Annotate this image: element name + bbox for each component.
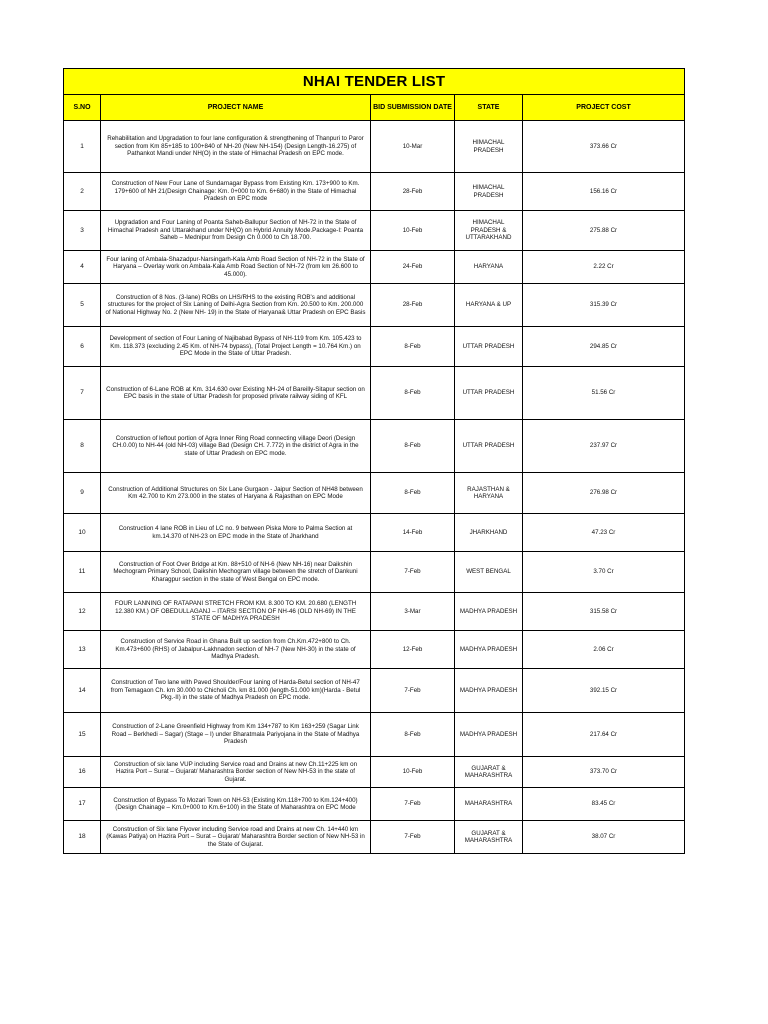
cell-bid-date: 7-Feb <box>371 821 455 854</box>
cell-project-cost: 2.22 Cr <box>523 251 685 284</box>
table-row <box>64 473 685 514</box>
header-sno: S.NO <box>64 95 101 121</box>
cell-bid-date: 14-Feb <box>371 514 455 552</box>
cell-project-name: Construction of 6-Lane ROB at Km. 314.630 over Existing NH-24 of Bareilly-Sitapur section on EPC basis in the state of Uttar Pradesh for proposed private railway siding of KFL <box>101 367 371 420</box>
cell-sno: 2 <box>64 173 101 211</box>
cell-state: HARYANA <box>455 251 523 284</box>
cell-project-name: Construction of 8 Nos. (3-lane) ROBs on LHS/RHS to the existing ROB's and additional structures for the project of Six Laning of Delhi-Agra Section from Km. 20.500 to Km. 200.000 of National Highway No. 2 (New NH- 19) in the State of Haryana& Uttar Pradesh on EPC Basis <box>101 284 371 327</box>
cell-state: JHARKHAND <box>455 514 523 552</box>
cell-sno: 12 <box>64 593 101 631</box>
cell-project-cost: 373.70 Cr <box>523 757 685 788</box>
cell-project-name: Rehabilitation and Upgradation to four lane configuration & strengthening of Thanpuri to Paror section from Km 85+185 to 100+840 of NH-20 (New NH-154) (Design Length-16.275) of Pathankot Mandi under NH(O) in the state of Himachal Pradesh on EPC mode. <box>101 121 371 173</box>
cell-project-name: Construction of Bypass To Mozari Town on NH-53 (Existing Km.118+700 to Km.124+400) (Design Chainage – Km.0+000 to Km.6+100) in the State of Maharashtra on EPC Mode <box>101 788 371 821</box>
cell-sno: 18 <box>64 821 101 854</box>
tender-sheet <box>63 68 684 854</box>
cell-state: HARYANA & UP <box>455 284 523 327</box>
table-title: NHAI TENDER LIST <box>64 69 685 95</box>
cell-bid-date: 8-Feb <box>371 473 455 514</box>
table-row <box>64 631 685 669</box>
header-state: STATE <box>455 95 523 121</box>
cell-bid-date: 24-Feb <box>371 251 455 284</box>
cell-project-cost: 315.39 Cr <box>523 284 685 327</box>
cell-sno: 14 <box>64 669 101 713</box>
cell-state: WEST BENGAL <box>455 552 523 593</box>
cell-project-name: Construction of six lane VUP including Service road and Drains at new Ch.11+225 km on Hazira Port – Surat – Gujarat/ Maharashtra Border section of New NH-53 in the state of Gujarat. <box>101 757 371 788</box>
cell-state: HIMACHAL PRADESH <box>455 173 523 211</box>
table-row <box>64 327 685 367</box>
cell-project-cost: 276.98 Cr <box>523 473 685 514</box>
cell-project-name: Construction of leftout portion of Agra Inner Ring Road connecting village Deori (Design CH.0.00) to NH-44 (old NH-03) village Bad (Design CH. 7.772) in the district of Agra in the state of Uttar Pradesh on EPC mode. <box>101 420 371 473</box>
table-body <box>64 121 685 854</box>
table-row <box>64 669 685 713</box>
cell-sno: 8 <box>64 420 101 473</box>
cell-sno: 15 <box>64 713 101 757</box>
cell-state: RAJASTHAN & HARYANA <box>455 473 523 514</box>
cell-project-cost: 51.56 Cr <box>523 367 685 420</box>
table-row <box>64 552 685 593</box>
cell-project-cost: 83.45 Cr <box>523 788 685 821</box>
cell-sno: 10 <box>64 514 101 552</box>
cell-sno: 1 <box>64 121 101 173</box>
cell-project-cost: 2.06 Cr <box>523 631 685 669</box>
cell-project-cost: 38.07 Cr <box>523 821 685 854</box>
cell-bid-date: 8-Feb <box>371 367 455 420</box>
table-row <box>64 821 685 854</box>
table-row <box>64 713 685 757</box>
cell-bid-date: 28-Feb <box>371 284 455 327</box>
cell-bid-date: 10-Feb <box>371 211 455 251</box>
cell-bid-date: 7-Feb <box>371 552 455 593</box>
cell-sno: 9 <box>64 473 101 514</box>
table-row <box>64 284 685 327</box>
table-row <box>64 367 685 420</box>
cell-sno: 5 <box>64 284 101 327</box>
cell-project-name: Upgradation and Four Laning of Poanta Saheb-Ballupur Section of NH-72 in the State of Himachal Pradesh and Uttarakhand under NH(O) on Hybrid Annuity Mode.Package-I: Poanta Saheb – Mednipur from Design Ch 0.000 to Ch 18.700. <box>101 211 371 251</box>
cell-project-name: Construction of New Four Lane of Sundarnagar Bypass from Existing Km. 173+900 to Km. 179+600 of NH 21(Design Chainage: Km. 0+000 to Km. 6+680) in the State of Himachal Pradesh on EPC mode <box>101 173 371 211</box>
cell-project-cost: 392.15 Cr <box>523 669 685 713</box>
cell-state: HIMACHAL PRADESH & UTTARAKHAND <box>455 211 523 251</box>
cell-project-name: FOUR LANNING OF RATAPANI STRETCH FROM KM. 8.300 TO KM. 20.680 (LENGTH 12.380 KM.) OF OBEDULLAGANJ – ITARSI SECTION OF NH-46 (OLD NH-69) IN THE STATE OF MADHYA PRADESH <box>101 593 371 631</box>
cell-state: UTTAR PRADESH <box>455 327 523 367</box>
cell-sno: 6 <box>64 327 101 367</box>
cell-bid-date: 12-Feb <box>371 631 455 669</box>
cell-project-cost: 373.66 Cr <box>523 121 685 173</box>
table-row <box>64 121 685 173</box>
header-bid-date: BID SUBMISSION DATE <box>371 95 455 121</box>
cell-project-name: Development of section of Four Laning of Najibabad Bypass of NH-119 from Km. 105.423 to Km. 118.373 (excluding 2.45 Km. of NH-74 bypass), (Total Project Length = 10.764 Km.) on EPC Mode in the State of Uttar Pradesh. <box>101 327 371 367</box>
cell-project-cost: 156.16 Cr <box>523 173 685 211</box>
cell-sno: 3 <box>64 211 101 251</box>
cell-bid-date: 7-Feb <box>371 669 455 713</box>
cell-project-name: Four laning of Ambala-Shazadpur-Narsingarh-Kala Amb Road Section of NH-72 in the State of Haryana – Overlay work on Ambala-Kala Amb Road Section of NH-72 (from km 26.600 to 45.000). <box>101 251 371 284</box>
table-row <box>64 593 685 631</box>
table-row <box>64 251 685 284</box>
cell-bid-date: 8-Feb <box>371 420 455 473</box>
header-project-name: PROJECT NAME <box>101 95 371 121</box>
cell-project-cost: 294.85 Cr <box>523 327 685 367</box>
table-row <box>64 757 685 788</box>
cell-project-cost: 275.88 Cr <box>523 211 685 251</box>
cell-state: MADHYA PRADESH <box>455 631 523 669</box>
cell-bid-date: 28-Feb <box>371 173 455 211</box>
cell-bid-date: 10-Feb <box>371 757 455 788</box>
table-row <box>64 173 685 211</box>
cell-project-name: Construction of Foot Over Bridge at Km. 88+510 of NH-6 (New NH-16) near Daikshin Mechogram Primary School, Daikshin Mechogram village between the stretch of Dankuni Kharagpur section in the state of West Bengal on EPC mode. <box>101 552 371 593</box>
cell-state: GUJARAT & MAHARASHTRA <box>455 821 523 854</box>
cell-state: HIMACHAL PRADESH <box>455 121 523 173</box>
table-row <box>64 788 685 821</box>
table-row <box>64 420 685 473</box>
cell-state: UTTAR PRADESH <box>455 367 523 420</box>
cell-project-cost: 47.23 Cr <box>523 514 685 552</box>
cell-state: UTTAR PRADESH <box>455 420 523 473</box>
cell-sno: 4 <box>64 251 101 284</box>
cell-bid-date: 7-Feb <box>371 788 455 821</box>
cell-state: MADHYA PRADESH <box>455 669 523 713</box>
cell-project-name: Construction 4 lane ROB in Lieu of LC no. 9 between Piska More to Palma Section at km.14.370 of NH-23 on EPC mode in the State of Jharkhand <box>101 514 371 552</box>
tender-table <box>63 68 685 854</box>
cell-project-cost: 3.70 Cr <box>523 552 685 593</box>
cell-sno: 16 <box>64 757 101 788</box>
table-row <box>64 211 685 251</box>
cell-project-name: Construction of 2-Lane Greenfield Highway from Km 134+787 to Km 163+259 (Sagar Link Road – Berkhedi – Sagar) (Stage – I) under Bharatmala Pariyojana in the State of Madhya Pradesh <box>101 713 371 757</box>
cell-project-name: Construction of Six lane Flyover including Service road and Drains at new Ch. 14+440 km (Kawas Patiya) on Hazira Port – Surat – Gujarat/ Maharashtra Border section of New NH-53 in the State of Gujarat. <box>101 821 371 854</box>
cell-state: MAHARASHTRA <box>455 788 523 821</box>
cell-project-cost: 237.97 Cr <box>523 420 685 473</box>
cell-project-cost: 315.58 Cr <box>523 593 685 631</box>
cell-bid-date: 8-Feb <box>371 327 455 367</box>
cell-sno: 11 <box>64 552 101 593</box>
cell-project-name: Construction of Additional Structures on Six Lane Gurgaon - Jaipur Section of NH48 between Km 42.700 to Km 273.000 in the states of Haryana & Rajasthan on EPC Mode <box>101 473 371 514</box>
cell-sno: 13 <box>64 631 101 669</box>
cell-sno: 7 <box>64 367 101 420</box>
cell-project-name: Construction of Two lane with Paved Shoulder/Four laning of Harda-Betul section of NH-47 from Temagaon Ch. km 30.000 to Chicholi Ch. km 81.000 (length-51.000 km)(Harda - Betul Pkg.-II) in the state of Madhya Pradesh on EPC mode. <box>101 669 371 713</box>
cell-state: MADHYA PRADESH <box>455 713 523 757</box>
cell-sno: 17 <box>64 788 101 821</box>
cell-state: MADHYA PRADESH <box>455 593 523 631</box>
cell-bid-date: 10-Mar <box>371 121 455 173</box>
header-project-cost: PROJECT COST <box>523 95 685 121</box>
cell-project-cost: 217.64 Cr <box>523 713 685 757</box>
table-row <box>64 514 685 552</box>
cell-bid-date: 8-Feb <box>371 713 455 757</box>
cell-bid-date: 3-Mar <box>371 593 455 631</box>
cell-state: GUJARAT & MAHARASHTRA <box>455 757 523 788</box>
cell-project-name: Construction of Service Road in Ghana Built up section from Ch.Km.472+800 to Ch. Km.473+600 (RHS) of Jabalpur-Lakhnadon section of NH-7 (New NH-30) in the state of Madhya Pradesh. <box>101 631 371 669</box>
